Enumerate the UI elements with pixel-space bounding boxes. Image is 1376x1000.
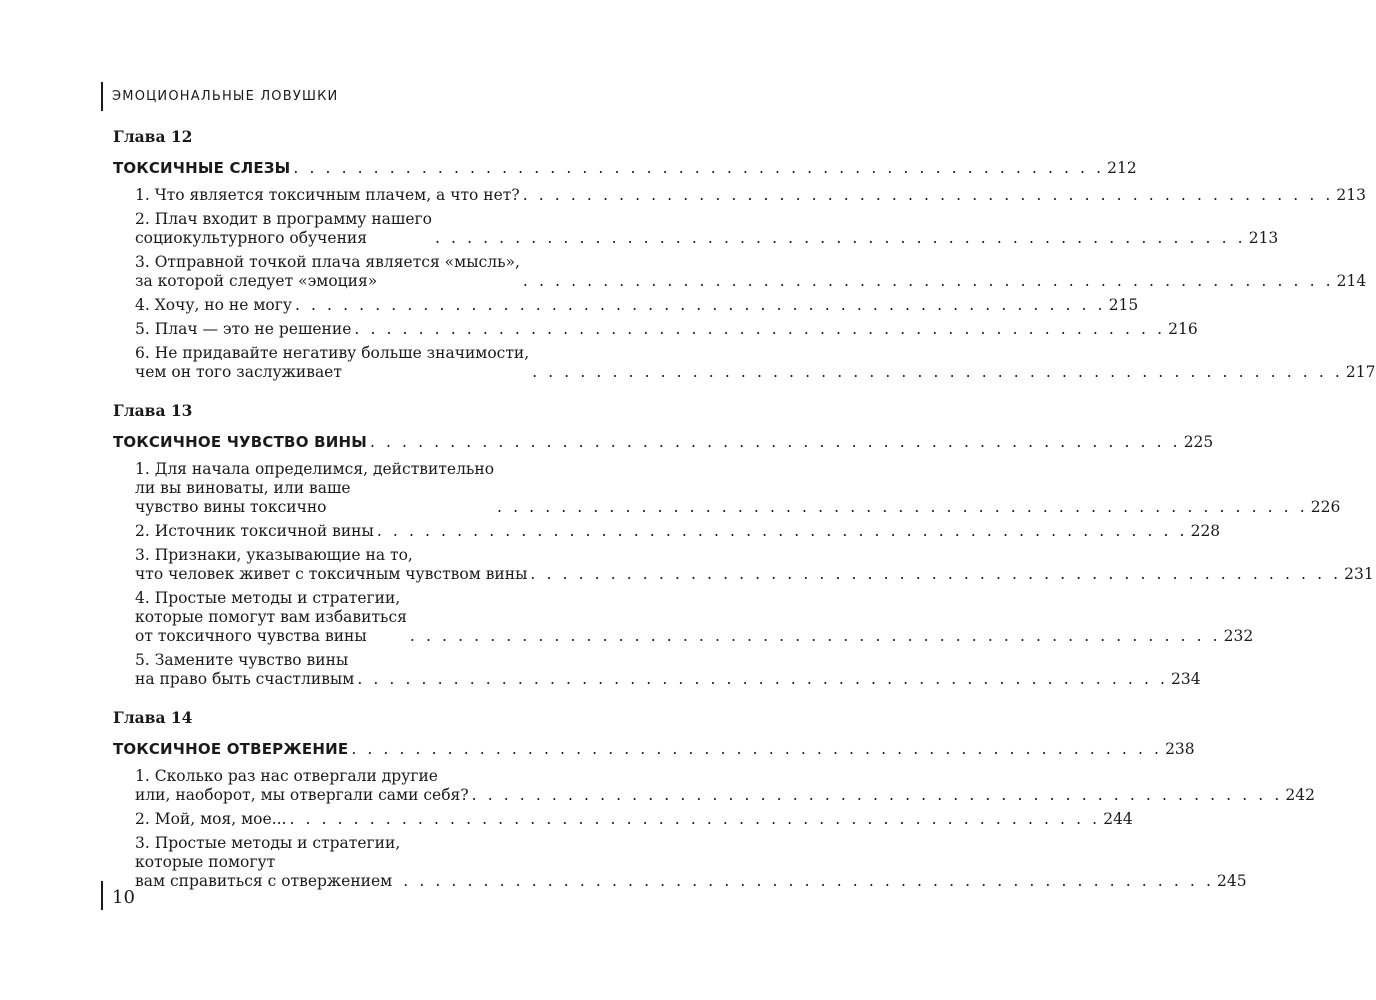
toc-entry-page-number: 217: [1345, 363, 1376, 381]
dot-leader: . . . . . . . . . . . . . . . . . . . . . . . . . . . . . . . . . . . . . . . . . . . . . . . . . . .: [294, 296, 1106, 314]
toc-entry[interactable]: [113, 460, 1341, 517]
toc-entry-page-number: 232: [1223, 627, 1254, 645]
toc-entry[interactable]: [113, 522, 1221, 541]
toc-entry-page-number: 213: [1336, 186, 1367, 204]
dot-leader: . . . . . . . . . . . . . . . . . . . . . . . . . . . . . . . . . . . . . . . . . . . . . . . . . . .: [351, 740, 1163, 758]
chapter-title-row[interactable]: [113, 735, 1195, 759]
chapter-title-row[interactable]: [113, 428, 1214, 452]
chapter-page-number: 212: [1107, 159, 1137, 177]
toc-entry[interactable]: [113, 546, 1374, 584]
toc-entry[interactable]: [113, 296, 1139, 315]
chapter-block: [113, 400, 1374, 689]
toc-entry-page-number: 215: [1108, 296, 1139, 314]
dot-leader: . . . . . . . . . . . . . . . . . . . . . . . . . . . . . . . . . . . . . . . . . . . . . . . . . . .: [471, 786, 1283, 804]
dot-leader: . . . . . . . . . . . . . . . . . . . . . . . . . . . . . . . . . . . . . . . . . . . . . . . . . . .: [354, 320, 1166, 338]
toc-entry-title: 2. Источник токсичной вины: [135, 522, 374, 540]
dot-leader: . . . . . . . . . . . . . . . . . . . . . . . . . . . . . . . . . . . . . . . . . . . . . . . . . . .: [530, 565, 1342, 583]
toc-entry-title: 3. Признаки, указывающие на то, что человек живет с токсичным чувством вины: [135, 546, 528, 583]
dot-leader: . . . . . . . . . . . . . . . . . . . . . . . . . . . . . . . . . . . . . . . . . . . . . . . . . . .: [357, 670, 1169, 688]
toc-entry-title: 1. Для начала определимся, действительно ли вы виноваты, или ваше чувство вины токсично: [135, 460, 495, 516]
chapter-title: ТОКСИЧНОЕ ЧУВСТВО ВИНЫ: [113, 433, 367, 451]
toc-entry-page-number: 245: [1217, 872, 1247, 890]
toc-entry[interactable]: [113, 767, 1315, 805]
dot-leader: . . . . . . . . . . . . . . . . . . . . . . . . . . . . . . . . . . . . . . . . . . . . . . . . . . .: [522, 186, 1334, 204]
toc-entry-title: 1. Что является токсичным плачем, а что нет?: [135, 186, 520, 204]
chapter-title: ТОКСИЧНЫЕ СЛЕЗЫ: [113, 159, 291, 177]
toc-entry-title: 4. Хочу, но не могу: [135, 296, 292, 314]
chapter-title: ТОКСИЧНОЕ ОТВЕРЖЕНИЕ: [113, 740, 349, 758]
table-of-contents: [113, 126, 1376, 891]
toc-entry[interactable]: [113, 186, 1367, 205]
dot-leader: . . . . . . . . . . . . . . . . . . . . . . . . . . . . . . . . . . . . . . . . . . . . . . . . . . .: [409, 627, 1221, 645]
dot-leader: . . . . . . . . . . . . . . . . . . . . . . . . . . . . . . . . . . . . . . . . . . . . . . . . . . .: [369, 433, 1181, 451]
chapter-block: [113, 126, 1376, 382]
toc-entry-page-number: 214: [1336, 272, 1367, 290]
running-head: ЭМОЦИОНАЛЬНЫЕ ЛОВУШКИ: [112, 89, 339, 104]
toc-entry-title: 3. Простые методы и стратегии, которые помогут вам справиться с отвержением: [135, 834, 401, 890]
header-rule: [101, 82, 103, 111]
page-number: 10: [112, 887, 135, 908]
chapter-title-row[interactable]: [113, 154, 1137, 178]
toc-entry-title: 5. Плач — это не решение: [135, 320, 352, 338]
toc-entry[interactable]: [113, 834, 1247, 891]
dot-leader: . . . . . . . . . . . . . . . . . . . . . . . . . . . . . . . . . . . . . . . . . . . . . . . . . . .: [289, 810, 1101, 828]
chapter-block: [113, 707, 1315, 891]
dot-leader: . . . . . . . . . . . . . . . . . . . . . . . . . . . . . . . . . . . . . . . . . . . . . . . . . . .: [522, 272, 1334, 290]
toc-entry-page-number: 216: [1168, 320, 1198, 338]
toc-entry-page-number: 228: [1190, 522, 1221, 540]
toc-entry-title: 4. Простые методы и стратегии, которые помогут вам избавиться от токсичного чувства вины: [135, 589, 407, 645]
toc-entry-title: 1. Сколько раз нас отвергали другие или, наоборот, мы отвергали сами себя?: [135, 767, 469, 804]
chapter-label: Глава 12: [113, 127, 193, 146]
toc-entry[interactable]: [113, 210, 1279, 248]
toc-entry[interactable]: [113, 320, 1198, 339]
toc-entry[interactable]: [113, 589, 1254, 646]
dot-leader: . . . . . . . . . . . . . . . . . . . . . . . . . . . . . . . . . . . . . . . . . . . . . . . . . . .: [434, 229, 1246, 247]
toc-entry-page-number: 244: [1103, 810, 1133, 828]
chapter-page-number: 225: [1183, 433, 1214, 451]
dot-leader: . . . . . . . . . . . . . . . . . . . . . . . . . . . . . . . . . . . . . . . . . . . . . . . . . . .: [497, 498, 1308, 516]
toc-entry[interactable]: [113, 810, 1133, 829]
dot-leader: . . . . . . . . . . . . . . . . . . . . . . . . . . . . . . . . . . . . . . . . . . . . . . . . . . .: [376, 522, 1188, 540]
toc-entry-page-number: 226: [1310, 498, 1341, 516]
toc-entry-page-number: 231: [1344, 565, 1374, 583]
footer-rule: [101, 881, 103, 910]
chapter-label: Глава 14: [113, 708, 193, 727]
chapter-label: Глава 13: [113, 401, 193, 420]
toc-entry-page-number: 213: [1248, 229, 1279, 247]
dot-leader: . . . . . . . . . . . . . . . . . . . . . . . . . . . . . . . . . . . . . . . . . . . . . . . . . . .: [293, 159, 1105, 177]
toc-entry-title: 2. Плач входит в программу нашего социокультурного обучения: [135, 210, 432, 247]
toc-entry-title: 2. Мой, моя, мое...: [135, 810, 287, 828]
toc-entry-page-number: 242: [1285, 786, 1315, 804]
toc-entry-title: 5. Замените чувство вины на право быть счастливым: [135, 651, 355, 688]
toc-entry[interactable]: [113, 253, 1367, 291]
toc-entry[interactable]: [113, 344, 1376, 382]
toc-entry-page-number: 234: [1171, 670, 1201, 688]
toc-entry-title: 3. Отправной точкой плача является «мысль», за которой следует «эмоция»: [135, 253, 520, 290]
toc-entry-title: 6. Не придавайте негативу больше значимости, чем он того заслуживает: [135, 344, 530, 381]
chapter-page-number: 238: [1165, 740, 1195, 758]
toc-entry[interactable]: [113, 651, 1201, 689]
dot-leader: . . . . . . . . . . . . . . . . . . . . . . . . . . . . . . . . . . . . . . . . . . . . . . . . . . .: [403, 872, 1214, 890]
dot-leader: . . . . . . . . . . . . . . . . . . . . . . . . . . . . . . . . . . . . . . . . . . . . . . . . . . .: [532, 363, 1343, 381]
